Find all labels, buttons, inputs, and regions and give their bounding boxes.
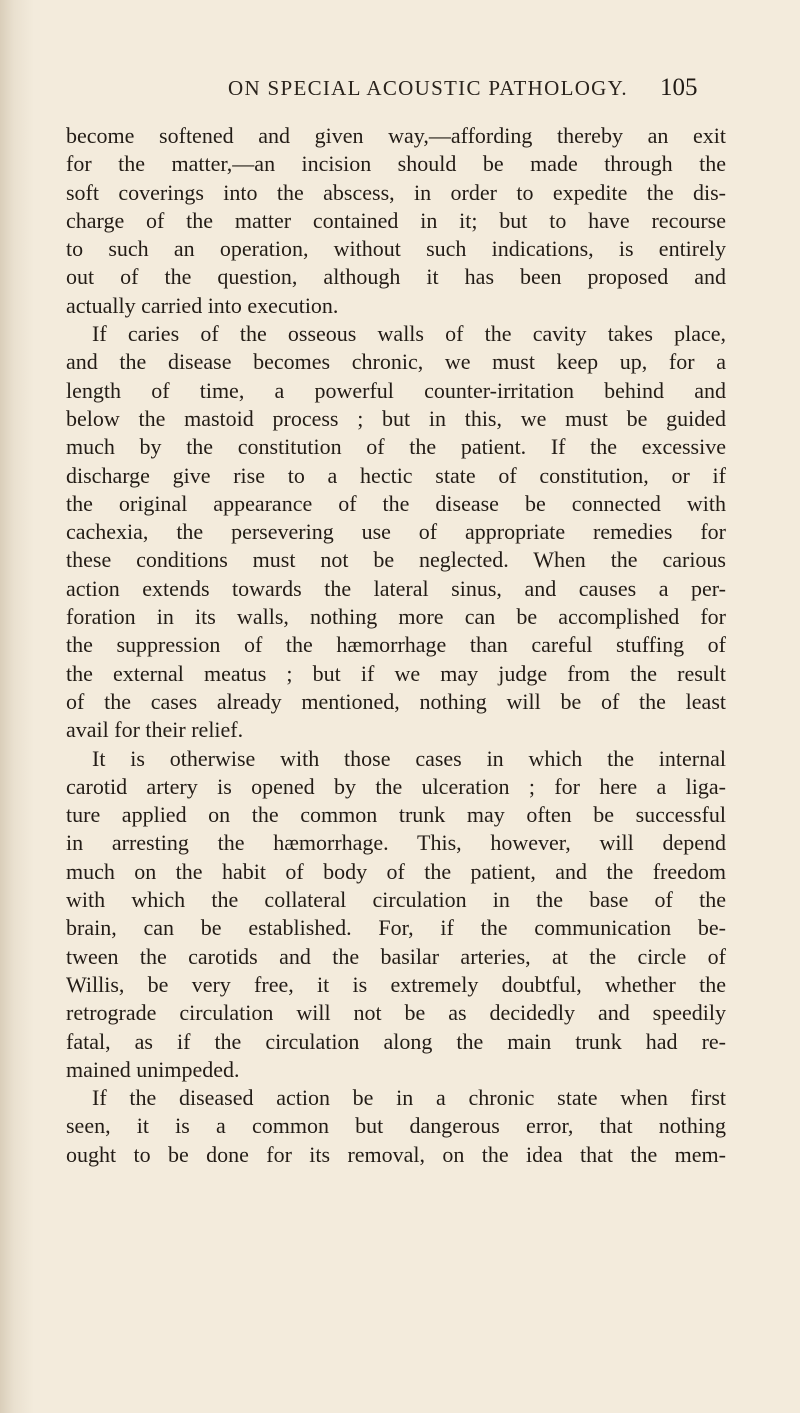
text-line: tween the carotids and the basilar arteries, at the circle of [66,943,726,969]
text-line: length of time, a powerful counter-irritation behind and [66,377,726,403]
text-line: charge of the matter contained in it; but to have recourse [66,207,726,233]
text-line: for the matter,—an incision should be made through the [66,151,726,177]
text-line: with which the collateral circulation in the base of the [66,887,726,913]
text-line: become softened and given way,—affording thereby an exit [66,123,726,148]
text-line: much on the habit of body of the patient, and the freedom [66,858,726,884]
text-line: mained unimpeded. [66,1056,240,1082]
text-line: If the diseased action be in a chronic state when first [92,1085,726,1111]
text-line: carotid artery is opened by the ulceration ; for here a liga- [66,773,726,799]
text-line: ought to be done for its removal, on the idea that the mem- [66,1141,726,1167]
text-line: the suppression of the hæmorrhage than careful stuffing of [66,632,726,658]
text-line: cachexia, the persevering use of appropriate remedies for [66,519,726,545]
text-line: seen, it is a common but dangerous error, that nothing [66,1113,726,1139]
text-line: these conditions must not be neglected. When the carious [66,547,726,573]
text-line: Willis, be very free, it is extremely doubtful, whether the [66,971,726,997]
text-line: of the cases already mentioned, nothing will be of the least [66,688,726,714]
body-text [66,122,726,1169]
text-line: avail for their relief. [66,717,244,743]
text-line: discharge give rise to a hectic state of constitution, or if [66,462,726,488]
page-number: 105 [660,74,698,101]
text-line: foration in its walls, nothing more can be accomplished for [66,604,726,630]
text-line: the original appearance of the disease be connected with [66,490,726,516]
text-line: ture applied on the common trunk may often be successful [66,802,726,828]
text-line: out of the question, although it has been proposed and [66,264,726,290]
text-line: retrograde circulation will not be as decidedly and speedily [66,1000,726,1026]
text-line: soft coverings into the abscess, in order to expedite the dis- [66,179,726,205]
running-head-title: ON SPECIAL ACOUSTIC PATHOLOGY. [228,76,628,100]
text-line: much by the constitution of the patient. If the excessive [66,434,726,460]
text-line: and the disease becomes chronic, we must keep up, for a [66,349,726,375]
text-line: the external meatus ; but if we may judge from the result [66,660,726,686]
text-line: If caries of the osseous walls of the cavity takes place, [92,321,726,347]
text-line: to such an operation, without such indications, is entirely [66,236,726,262]
text-line: fatal, as if the circulation along the main trunk had re- [66,1028,726,1054]
text-line: below the mastoid process ; but in this, we must be guided [66,405,726,431]
text-line: brain, can be established. For, if the communication be- [66,915,726,941]
text-line: It is otherwise with those cases in which the internal [92,745,726,771]
text-line: in arresting the hæmorrhage. This, however, will depend [66,830,726,856]
text-line: action extends towards the lateral sinus, and causes a per- [66,575,726,601]
running-head [0,76,800,110]
text-line: actually carried into execution. [66,292,339,318]
